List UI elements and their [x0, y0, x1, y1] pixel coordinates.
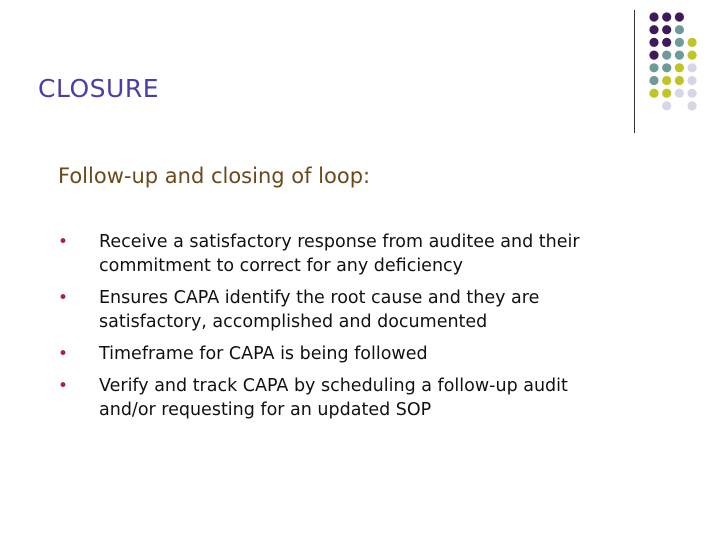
bullet-text-line2: satisfactory, accomplished and documented — [99, 312, 488, 332]
bullet-item — [56, 342, 676, 366]
decorative-dot-grid — [0, 0, 728, 140]
bullet-text-line1: Verify and track CAPA by scheduling a follow-up audit — [99, 376, 568, 396]
decorative-dot — [662, 76, 671, 85]
decorative-dot — [688, 38, 697, 47]
decorative-dot — [662, 101, 671, 110]
decorative-dot — [688, 89, 697, 98]
bullet-text-line1: Timeframe for CAPA is being followed — [99, 344, 428, 364]
bullet-list — [56, 230, 676, 430]
bullet-item — [56, 230, 676, 278]
decorative-dot — [688, 63, 697, 72]
bullet-icon: • — [58, 288, 69, 308]
decorative-dot — [675, 63, 684, 72]
decorative-dot — [649, 63, 658, 72]
bullet-icon: • — [58, 232, 69, 252]
decorative-dot — [649, 25, 658, 34]
decorative-dot — [662, 38, 671, 47]
decorative-dot — [662, 89, 671, 98]
bullet-text-line1: Receive a satisfactory response from auditee and their — [99, 232, 580, 252]
decorative-dot — [675, 76, 684, 85]
slide-subtitle: Follow-up and closing of loop: — [58, 164, 371, 188]
bullet-text-line2: and/or requesting for an updated SOP — [99, 400, 432, 420]
decorative-dot — [688, 51, 697, 60]
bullet-icon: • — [58, 344, 69, 364]
bullet-item — [56, 286, 676, 334]
decorative-dot — [649, 12, 658, 21]
decorative-dot — [688, 101, 697, 110]
decorative-dot — [662, 51, 671, 60]
bullet-text-line1: Ensures CAPA identify the root cause and they are — [99, 288, 540, 308]
decorative-dot — [675, 51, 684, 60]
decorative-dot — [675, 12, 684, 21]
decorative-vertical-line — [634, 10, 635, 133]
decorative-dot — [649, 89, 658, 98]
bullet-item — [56, 374, 676, 422]
decorative-dot — [675, 38, 684, 47]
decorative-dot — [662, 63, 671, 72]
slide-title: CLOSURE — [38, 74, 160, 103]
decorative-dot — [688, 76, 697, 85]
bullet-icon: • — [58, 376, 69, 396]
decorative-dot — [675, 25, 684, 34]
decorative-dot — [662, 12, 671, 21]
decorative-dot — [675, 89, 684, 98]
decorative-dot — [662, 25, 671, 34]
bullet-text-line2: commitment to correct for any deficiency — [99, 256, 464, 276]
decorative-dot — [649, 76, 658, 85]
decorative-dot — [649, 51, 658, 60]
decorative-dot — [649, 38, 658, 47]
